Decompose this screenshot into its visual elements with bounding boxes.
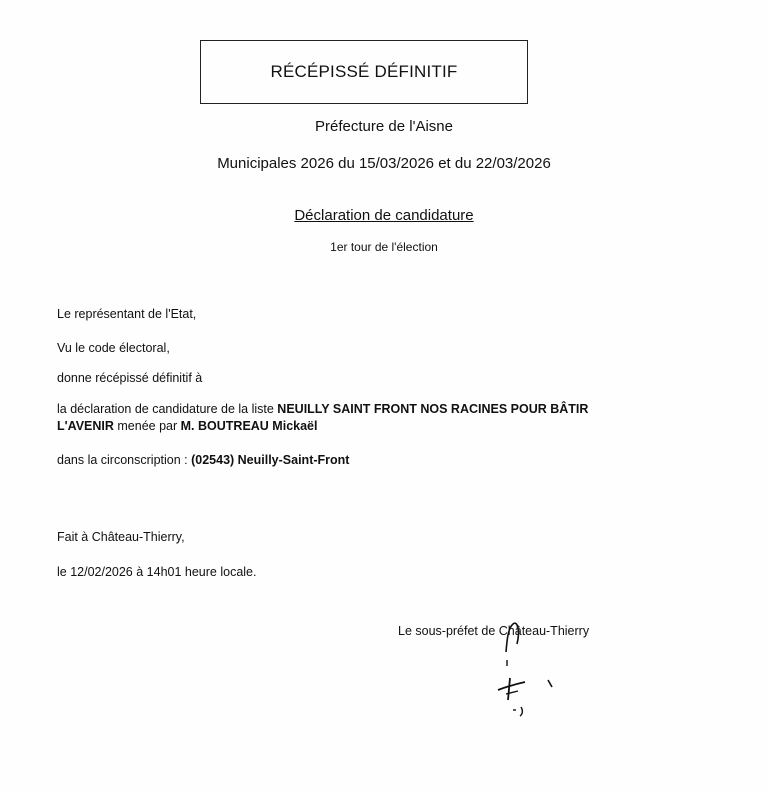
place-line: Fait à Château-Thierry,	[57, 530, 185, 544]
declaration-line-2	[57, 418, 317, 434]
representative-line: Le représentant de l'Etat,	[57, 307, 197, 321]
declaration-line-1	[57, 401, 588, 417]
title-box	[200, 40, 528, 104]
receipt-statement-line: donne récépissé définitif à	[57, 371, 203, 385]
prefecture-name: Préfecture de l'Aisne	[315, 118, 453, 135]
handwritten-signature	[470, 610, 580, 725]
circumscription-prefix: dans la circonscription :	[57, 453, 192, 467]
electoral-code-line: Vu le code électoral,	[57, 341, 170, 355]
date-line: le 12/02/2026 à 14h01 heure locale.	[57, 565, 257, 579]
declaration-heading-wrap	[0, 207, 768, 224]
election-title: Municipales 2026 du 15/03/2026 et du 22/03/2026	[217, 155, 551, 172]
declaration-prefix: la déclaration de candidature de la liste	[57, 402, 278, 416]
led-by-text: menée par	[113, 419, 181, 433]
list-leader: M. BOUTREAU Mickaël	[180, 419, 318, 433]
declaration-heading: Déclaration de candidature	[294, 207, 474, 224]
list-name-part1: NEUILLY SAINT FRONT NOS RACINES POUR BÂTIR	[277, 402, 589, 416]
election-round: 1er tour de l'élection	[330, 240, 438, 254]
circumscription-value: (02543) Neuilly-Saint-Front	[191, 453, 350, 467]
signer-title: Le sous-préfet de Château-Thierry	[398, 624, 590, 638]
document-title: RÉCÉPISSÉ DÉFINITIF	[270, 62, 458, 81]
list-name-part2: L'AVENIR	[57, 419, 114, 433]
circumscription-line	[57, 452, 349, 468]
